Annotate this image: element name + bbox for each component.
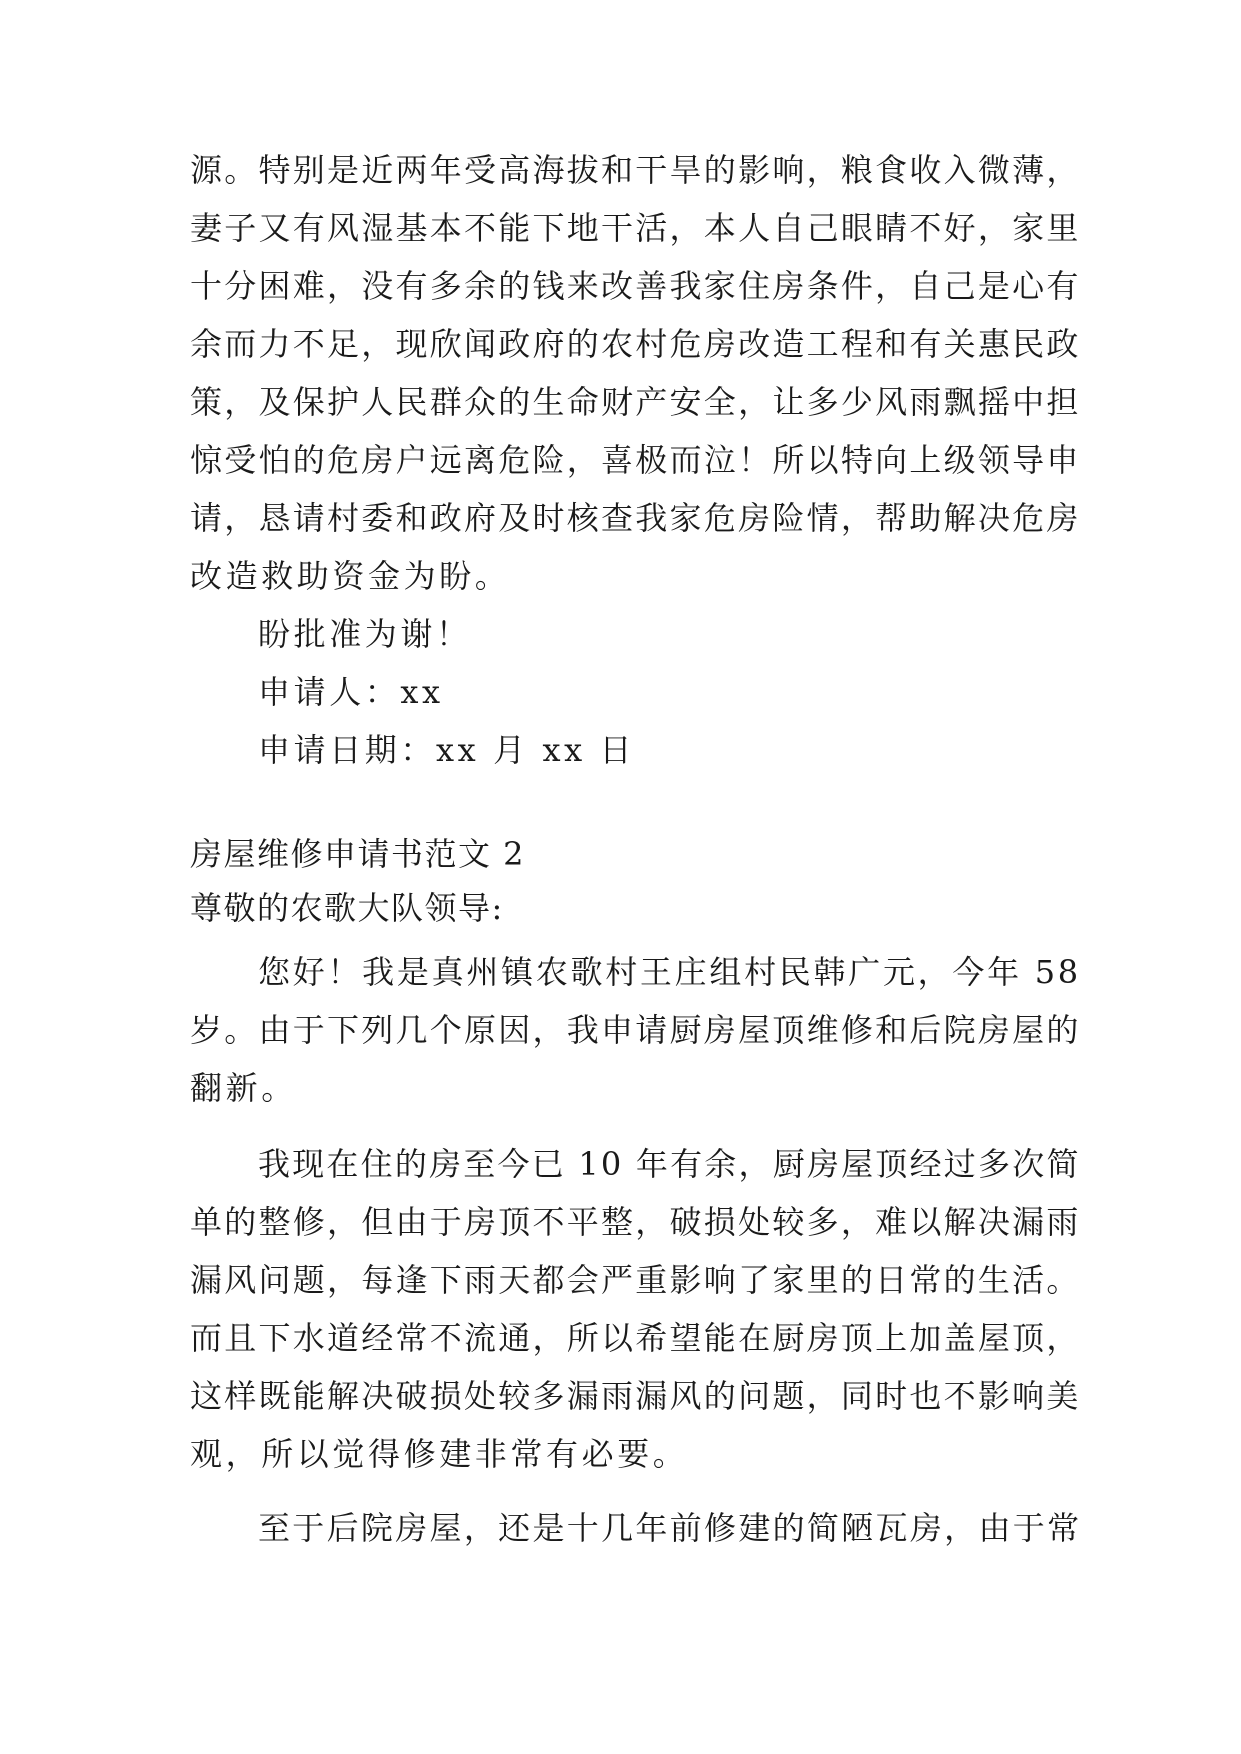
text-line: 源。特别是近两年受高海拔和干旱的影响，粮食收入微薄， — [190, 151, 1081, 189]
text-line: 翻新。 — [190, 1069, 297, 1107]
text-line: 十分困难，没有多余的钱来改善我家住房条件，自己是心有 — [190, 267, 1081, 305]
section-title: 房屋维修申请书范文 2 — [190, 835, 526, 873]
text-line: 惊受怕的危房户远离危险，喜极而泣！所以特向上级领导申 — [190, 441, 1081, 479]
closing-text: 盼批准为谢！ — [258, 615, 472, 653]
text-line: 改造救助资金为盼。 — [190, 557, 511, 595]
text-line: 而且下水道经常不流通，所以希望能在厨房顶上加盖屋顶， — [190, 1319, 1081, 1357]
salutation: 尊敬的农歌大队领导: — [190, 889, 504, 927]
text-line: 观，所以觉得修建非常有必要。 — [190, 1435, 689, 1473]
text-line: 至于后院房屋，还是十几年前修建的简陋瓦房，由于常 — [258, 1509, 1082, 1547]
text-line: 岁。由于下列几个原因，我申请厨房屋顶维修和后院房屋的 — [190, 1011, 1081, 1049]
text-line: 单的整修，但由于房顶不平整，破损处较多，难以解决漏雨 — [190, 1203, 1081, 1241]
date-line: 申请日期：xx 月 xx 日 — [258, 731, 636, 769]
text-line: 策，及保护人民群众的生命财产安全，让多少风雨飘摇中担 — [190, 383, 1081, 421]
text-line: 妻子又有风湿基本不能下地干活，本人自己眼睛不好，家里 — [190, 209, 1081, 247]
text-line: 请，恳请村委和政府及时核查我家危房险情，帮助解决危房 — [190, 499, 1081, 537]
text-line: 这样既能解决破损处较多漏雨漏风的问题，同时也不影响美 — [190, 1377, 1081, 1415]
text-line: 余而力不足，现欣闻政府的农村危房改造工程和有关惠民政 — [190, 325, 1081, 363]
applicant-line: 申请人：xx — [258, 673, 444, 711]
text-line: 我现在住的房至今已 10 年有余，厨房屋顶经过多次简 — [258, 1145, 1081, 1183]
text-line: 您好！我是真州镇农歌村王庄组村民韩广元，今年 58 — [258, 953, 1081, 991]
text-line: 漏风问题，每逢下雨天都会严重影响了家里的日常的生活。 — [190, 1261, 1081, 1299]
